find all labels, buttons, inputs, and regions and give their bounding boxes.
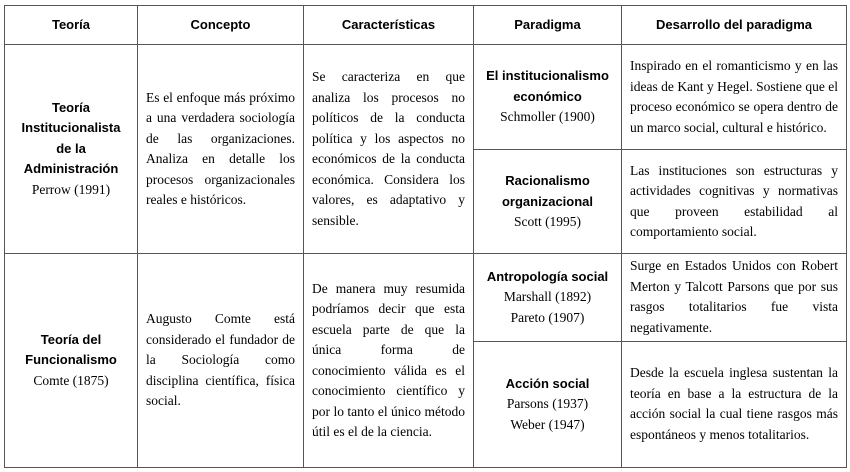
paradigm-reference: Schmoller (1900) xyxy=(500,109,595,125)
development-cell: Las instituciones son estructuras y actividades cognitivas y normativas que proveen estabilidad al comportamiento social. xyxy=(622,150,847,254)
paradigm-title: El institucionalismo económico xyxy=(486,68,609,104)
header-paradigma: Paradigma xyxy=(474,6,622,45)
development-cell: Surge en Estados Unidos con Robert Merton y Talcott Parsons que por sus rasgos totalitarios fue vista negativamente. xyxy=(622,254,847,341)
table-row xyxy=(5,45,847,150)
table-row xyxy=(5,254,847,341)
theory-cell xyxy=(5,45,138,254)
characteristics-cell: De manera muy resumida podríamos decir que esta escuela parte de que la única forma de conocimiento válida es el conocimiento científico y por lo tanto el único método útil es el de la ciencia. xyxy=(304,254,474,468)
header-row xyxy=(5,6,847,45)
header-desarrollo: Desarrollo del paradigma xyxy=(622,6,847,45)
theory-table xyxy=(4,5,847,468)
development-cell: Inspirado en el romanticismo y en las ideas de Kant y Hegel. Sostiene que el proceso económico se opera dentro de un marco social, cultural e histórico. xyxy=(622,45,847,150)
theory-cell xyxy=(5,254,138,468)
theory-title: Teoría Institucionalista de la Administración xyxy=(21,99,121,177)
header-caracteristicas: Características xyxy=(304,6,474,45)
concept-cell: Es el enfoque más próximo a una verdadera sociología de las organizaciones. Analiza en detalle los procesos organizacionales reales e históricos. xyxy=(138,45,304,254)
paradigm-title: Acción social xyxy=(505,375,590,391)
paradigm-cell xyxy=(474,254,622,341)
theory-title: Teoría del Funcionalismo xyxy=(25,331,117,368)
paradigm-reference: Pareto (1907) xyxy=(510,309,585,325)
concept-cell: Augusto Comte está considerado el fundador de la Sociología como disciplina científica, física social. xyxy=(138,254,304,468)
paradigm-reference: Scott (1995) xyxy=(513,214,582,230)
development-cell: Desde la escuela inglesa sustentan la teoría en base a la estructura de la acción social la cual tiene rasgos más espontáneos y menos totalitarios. xyxy=(622,341,847,467)
paradigm-cell xyxy=(474,150,622,254)
theory-reference: Perrow (1991) xyxy=(31,181,111,197)
header-teoria: Teoría xyxy=(5,6,138,45)
theory-reference: Comte (1875) xyxy=(33,372,109,388)
paradigm-title: Antropología social xyxy=(486,268,609,284)
header-concepto: Concepto xyxy=(138,6,304,45)
paradigm-reference: Weber (1947) xyxy=(510,416,585,432)
paradigm-cell xyxy=(474,341,622,467)
paradigm-reference: Marshall (1892) xyxy=(503,289,592,305)
paradigm-reference: Parsons (1937) xyxy=(506,396,589,412)
characteristics-cell: Se caracteriza en que analiza los procesos no políticos de la conducta política y los aspectos no económicos de la conducta económica. Considera los valores, es adaptativo y sensible. xyxy=(304,45,474,254)
paradigm-cell xyxy=(474,45,622,150)
paradigm-title: Racionalismo organizacional xyxy=(501,173,594,209)
